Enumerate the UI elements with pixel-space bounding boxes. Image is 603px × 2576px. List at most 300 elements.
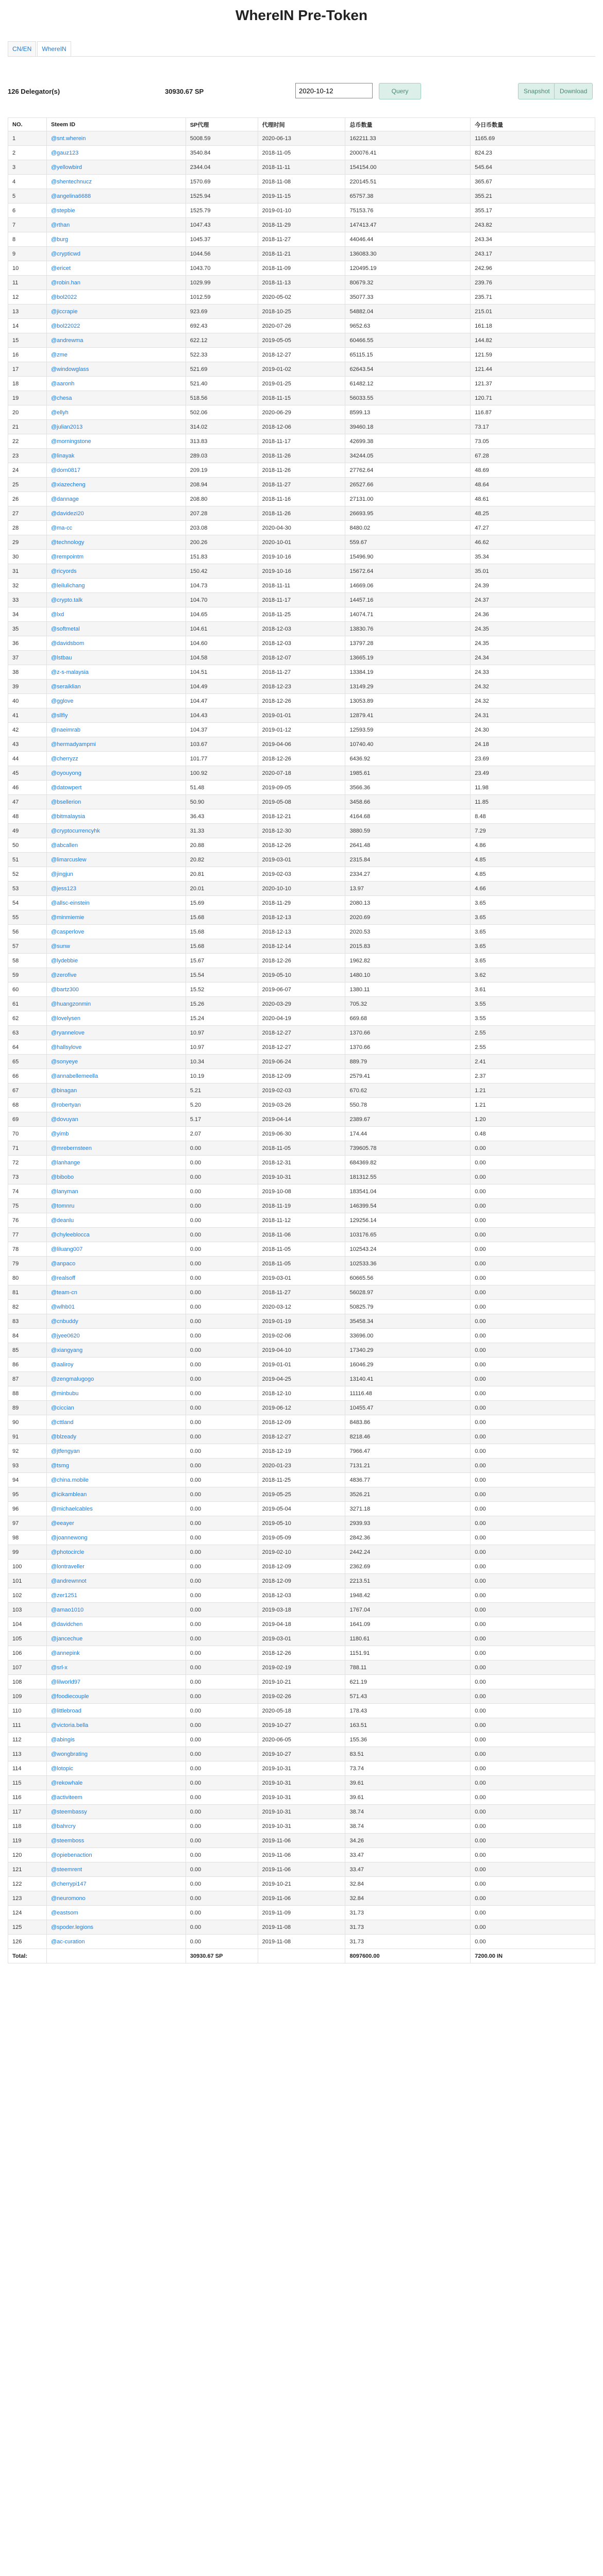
cell-total-coins: 8599.13 xyxy=(345,405,471,420)
steem-id-link[interactable]: @foodiecouple xyxy=(51,1693,89,1700)
cell-total-coins: 8218.46 xyxy=(345,1430,471,1444)
steem-id-link[interactable]: @chesa xyxy=(51,395,72,401)
cell-today-coins: 0.00 xyxy=(471,1848,595,1862)
table-row xyxy=(8,1141,595,1156)
cell-date: 2018-11-16 xyxy=(258,492,345,506)
steem-id-link[interactable]: @bibobo xyxy=(51,1174,74,1180)
cell-sp: 1043.70 xyxy=(186,261,258,276)
steem-id-link[interactable]: @ciccian xyxy=(51,1404,74,1411)
cell-steem-id xyxy=(46,925,186,939)
steem-id-link[interactable]: @jess123 xyxy=(51,885,77,892)
cell-date: 2019-02-26 xyxy=(258,1689,345,1704)
cell-no: 100 xyxy=(8,1560,47,1574)
steem-id-link[interactable]: @andrewma xyxy=(51,337,83,344)
steem-id-link[interactable]: @davidchen xyxy=(51,1621,83,1628)
table-row xyxy=(8,1127,595,1141)
cell-no: 71 xyxy=(8,1141,47,1156)
cell-today-coins: 0.00 xyxy=(471,1285,595,1300)
steem-id-link[interactable]: @blzeady xyxy=(51,1433,77,1440)
cell-total-coins: 10455.47 xyxy=(345,1401,471,1415)
cell-sp: 5.21 xyxy=(186,1083,258,1098)
cell-steem-id xyxy=(46,766,186,781)
steem-id-link[interactable]: @lanhange xyxy=(51,1159,80,1166)
steem-id-link[interactable]: @jtfengyan xyxy=(51,1448,80,1454)
cell-date: 2019-05-10 xyxy=(258,968,345,982)
cell-sp: 1570.69 xyxy=(186,175,258,189)
table-row xyxy=(8,1415,595,1430)
steem-id-link[interactable]: @sonyeye xyxy=(51,1058,78,1065)
cell-sp: 150.42 xyxy=(186,564,258,579)
cell-no: 50 xyxy=(8,838,47,853)
cell-steem-id xyxy=(46,1574,186,1588)
cell-date: 2019-10-31 xyxy=(258,1761,345,1776)
cell-no: 35 xyxy=(8,622,47,636)
cell-no: 102 xyxy=(8,1588,47,1603)
steem-id-link[interactable]: @xiazecheng xyxy=(51,481,86,488)
cell-sp: 0.00 xyxy=(186,1718,258,1733)
steem-id-link[interactable]: @jingjun xyxy=(51,871,73,877)
tab-wherein[interactable]: WhereIN xyxy=(37,41,71,57)
cell-date: 2018-11-26 xyxy=(258,506,345,521)
steem-id-link[interactable]: @tsmg xyxy=(51,1462,69,1469)
cell-date: 2019-04-06 xyxy=(258,737,345,752)
steem-id-link[interactable]: @snt.wherein xyxy=(51,135,86,142)
steem-id-link[interactable]: @activiteem xyxy=(51,1794,82,1801)
cell-today-coins: 35.34 xyxy=(471,550,595,564)
steem-id-link[interactable]: @bol22022 xyxy=(51,323,80,329)
steem-id-link[interactable]: @rempointm xyxy=(51,553,84,560)
cell-no: 120 xyxy=(8,1848,47,1862)
cell-steem-id xyxy=(46,1156,186,1170)
cell-date: 2019-01-19 xyxy=(258,1314,345,1329)
cell-no: 5 xyxy=(8,189,47,204)
cell-date: 2019-03-01 xyxy=(258,853,345,867)
cell-today-coins: 0.00 xyxy=(471,1487,595,1502)
cell-total-coins: 788.11 xyxy=(345,1660,471,1675)
cell-date: 2018-12-19 xyxy=(258,1444,345,1459)
cell-today-coins: 0.00 xyxy=(471,1444,595,1459)
cell-total-coins: 1641.09 xyxy=(345,1617,471,1632)
cell-today-coins: 0.00 xyxy=(471,1199,595,1213)
cell-today-coins: 0.00 xyxy=(471,1588,595,1603)
cell-date: 2019-10-31 xyxy=(258,1819,345,1834)
steem-id-link[interactable]: @cryptocurrencyhk xyxy=(51,827,100,834)
cell-total-coins: 120495.19 xyxy=(345,261,471,276)
table-row xyxy=(8,680,595,694)
cell-today-coins: 24.31 xyxy=(471,708,595,723)
cell-total-coins: 61482.12 xyxy=(345,377,471,391)
snapshot-button[interactable]: Snapshot xyxy=(518,83,556,99)
steem-id-link[interactable]: @bartz300 xyxy=(51,986,79,993)
steem-id-link[interactable]: @minmiemie xyxy=(51,914,85,921)
steem-id-link[interactable]: @michaelcables xyxy=(51,1505,93,1512)
table-row xyxy=(8,982,595,997)
steem-id-link[interactable]: @icikamblean xyxy=(51,1491,87,1498)
cell-today-coins: 24.33 xyxy=(471,665,595,680)
steem-id-link[interactable]: @robertyan xyxy=(51,1101,81,1108)
cell-date: 2019-06-12 xyxy=(258,1401,345,1415)
steem-id-link[interactable]: @joannewong xyxy=(51,1534,88,1541)
steem-id-link[interactable]: @aaliroy xyxy=(51,1361,74,1368)
cell-total-coins: 739605.78 xyxy=(345,1141,471,1156)
table-row xyxy=(8,766,595,781)
cell-no: 83 xyxy=(8,1314,47,1329)
cell-sp: 0.00 xyxy=(186,1848,258,1862)
steem-id-link[interactable]: @davidezi20 xyxy=(51,510,84,517)
table-row xyxy=(8,1805,595,1819)
steem-id-link[interactable]: @lilworld97 xyxy=(51,1679,80,1685)
cell-no: 8 xyxy=(8,232,47,247)
steem-id-link[interactable]: @dom0817 xyxy=(51,467,80,473)
cell-total-coins: 13140.41 xyxy=(345,1372,471,1386)
cell-date: 2019-04-25 xyxy=(258,1372,345,1386)
cell-total-coins: 103176.65 xyxy=(345,1228,471,1242)
steem-id-link[interactable]: @opiebenaction xyxy=(51,1852,92,1858)
cell-date: 2018-12-27 xyxy=(258,348,345,362)
steem-id-link[interactable]: @tomnru xyxy=(51,1202,75,1209)
steem-id-link[interactable]: @crypto.talk xyxy=(51,597,83,603)
steem-id-link[interactable]: @annepink xyxy=(51,1650,80,1656)
steem-id-link[interactable]: @robin.han xyxy=(51,279,80,286)
cell-total-coins: 889.79 xyxy=(345,1055,471,1069)
steem-id-link[interactable]: @steembassy xyxy=(51,1808,87,1815)
table-row xyxy=(8,1646,595,1660)
cell-today-coins: 116.87 xyxy=(471,405,595,420)
cell-total-coins: 39.61 xyxy=(345,1790,471,1805)
steem-id-link[interactable]: @andrewnnot xyxy=(51,1578,87,1584)
steem-id-link[interactable]: @zer1251 xyxy=(51,1592,77,1599)
cell-no: 29 xyxy=(8,535,47,550)
steem-id-link[interactable]: @photocircle xyxy=(51,1549,85,1555)
steem-id-link[interactable]: @datowpert xyxy=(51,784,82,791)
steem-id-link[interactable]: @spoder.legions xyxy=(51,1924,94,1930)
cell-no: 64 xyxy=(8,1040,47,1055)
cell-total-coins: 220145.51 xyxy=(345,175,471,189)
cell-sp: 2.07 xyxy=(186,1127,258,1141)
steem-id-link[interactable]: @victoria.bella xyxy=(51,1722,89,1728)
steem-id-link[interactable]: @china.mobile xyxy=(51,1477,89,1483)
steem-id-link[interactable]: @cherryzz xyxy=(51,755,78,762)
steem-id-link[interactable]: @limarcuslew xyxy=(51,856,87,863)
cell-steem-id xyxy=(46,954,186,968)
steem-id-link[interactable]: @chyleeblocca xyxy=(51,1231,90,1238)
steem-id-link[interactable]: @srl-x xyxy=(51,1664,68,1671)
cell-no: 59 xyxy=(8,968,47,982)
query-button[interactable]: Query xyxy=(379,83,421,99)
steem-id-link[interactable]: @gauz123 xyxy=(51,149,79,156)
cell-total-coins: 38.74 xyxy=(345,1819,471,1834)
steem-id-link[interactable]: @lontraveller xyxy=(51,1563,85,1570)
steem-id-link[interactable]: @bahrcry xyxy=(51,1823,76,1829)
cell-sp: 1012.59 xyxy=(186,290,258,304)
cell-no: 105 xyxy=(8,1632,47,1646)
steem-id-link[interactable]: @softmetal xyxy=(51,625,80,632)
cell-total-coins: 7131.21 xyxy=(345,1459,471,1473)
cell-sp: 0.00 xyxy=(186,1588,258,1603)
table-row xyxy=(8,131,595,146)
header-no: NO. xyxy=(8,118,47,131)
steem-id-link[interactable]: @z-s-malaysia xyxy=(51,669,89,675)
steem-id-link[interactable]: @gglove xyxy=(51,698,74,704)
cell-sp: 10.97 xyxy=(186,1026,258,1040)
cell-sp: 101.77 xyxy=(186,752,258,766)
cell-total-coins: 147413.47 xyxy=(345,218,471,232)
cell-steem-id xyxy=(46,1285,186,1300)
cell-sp: 0.00 xyxy=(186,1213,258,1228)
cell-total-coins: 2842.36 xyxy=(345,1531,471,1545)
cell-total-coins: 1370.66 xyxy=(345,1026,471,1040)
steem-id-link[interactable]: @angelina6688 xyxy=(51,193,91,199)
cell-sp: 0.00 xyxy=(186,1170,258,1184)
cell-total-coins: 60466.55 xyxy=(345,333,471,348)
cell-no: 124 xyxy=(8,1906,47,1920)
steem-id-link[interactable]: @jancechue xyxy=(51,1635,83,1642)
table-row xyxy=(8,737,595,752)
steem-id-link[interactable]: @eeayer xyxy=(51,1520,74,1527)
steem-id-link[interactable]: @amao1010 xyxy=(51,1606,84,1613)
table-row xyxy=(8,1098,595,1112)
cell-date: 2018-12-26 xyxy=(258,838,345,853)
steem-id-link[interactable]: @morningstone xyxy=(51,438,91,445)
steem-id-link[interactable]: @dovuyan xyxy=(51,1116,78,1123)
cell-date: 2018-11-26 xyxy=(258,449,345,463)
cell-total-coins: 14074.71 xyxy=(345,607,471,622)
cell-steem-id xyxy=(46,607,186,622)
cell-sp: 518.56 xyxy=(186,391,258,405)
cell-steem-id xyxy=(46,665,186,680)
cell-today-coins: 0.00 xyxy=(471,1617,595,1632)
steem-id-link[interactable]: @neuromono xyxy=(51,1895,86,1902)
steem-id-link[interactable]: @abingis xyxy=(51,1736,75,1743)
cell-total-coins: 26527.66 xyxy=(345,478,471,492)
table-row xyxy=(8,1502,595,1516)
steem-id-link[interactable]: @bol2022 xyxy=(51,294,77,300)
cell-total-coins: 2315.84 xyxy=(345,853,471,867)
steem-id-link[interactable]: @deanlu xyxy=(51,1217,74,1224)
steem-id-link[interactable]: @wlhb01 xyxy=(51,1303,75,1310)
table-row xyxy=(8,752,595,766)
steem-id-link[interactable]: @lxd xyxy=(51,611,64,618)
table-row xyxy=(8,1112,595,1127)
steem-id-link[interactable]: @allsc-einstein xyxy=(51,900,90,906)
steem-id-link[interactable]: @ricyords xyxy=(51,568,77,574)
steem-id-link[interactable]: @realsoff xyxy=(51,1275,75,1281)
steem-id-link[interactable]: @aaronh xyxy=(51,380,75,387)
download-button[interactable]: Download xyxy=(554,83,593,99)
table-row xyxy=(8,1834,595,1848)
cell-no: 61 xyxy=(8,997,47,1011)
cell-steem-id xyxy=(46,824,186,838)
date-input[interactable] xyxy=(295,83,373,98)
steem-id-link[interactable]: @cttland xyxy=(51,1419,74,1426)
steem-id-link[interactable]: @crypticwd xyxy=(51,250,80,257)
table-row xyxy=(8,1184,595,1199)
steem-id-link[interactable]: @lotopic xyxy=(51,1765,73,1772)
cell-today-coins: 67.28 xyxy=(471,449,595,463)
steem-id-link[interactable]: @lanyman xyxy=(51,1188,78,1195)
steem-id-link[interactable]: @technology xyxy=(51,539,85,546)
table-row xyxy=(8,968,595,982)
steem-id-link[interactable]: @huangzonmin xyxy=(51,1001,91,1007)
steem-id-link[interactable]: @cherrypi147 xyxy=(51,1880,87,1887)
cell-sp: 1525.94 xyxy=(186,189,258,204)
cell-no: 75 xyxy=(8,1199,47,1213)
cell-today-coins: 243.82 xyxy=(471,218,595,232)
steem-id-link[interactable]: @zerofive xyxy=(51,972,77,978)
cell-total-coins: 684369.82 xyxy=(345,1156,471,1170)
steem-id-link[interactable]: @mrebernsteen xyxy=(51,1145,92,1151)
cell-today-coins: 3.65 xyxy=(471,896,595,910)
steem-id-link[interactable]: @team-cn xyxy=(51,1289,77,1296)
steem-id-link[interactable]: @windowglass xyxy=(51,366,89,372)
table-row xyxy=(8,1689,595,1704)
cell-today-coins: 0.00 xyxy=(471,1415,595,1430)
cell-total-coins: 136083.30 xyxy=(345,247,471,261)
cell-today-coins: 0.00 xyxy=(471,1430,595,1444)
table-row xyxy=(8,261,595,276)
steem-id-link[interactable]: @rthan xyxy=(51,222,70,228)
steem-id-link[interactable]: @annabellemeella xyxy=(51,1073,98,1079)
table-row xyxy=(8,1401,595,1415)
cell-date: 2018-12-14 xyxy=(258,939,345,954)
cell-total-coins: 3566.36 xyxy=(345,781,471,795)
steem-id-link[interactable]: @bitmalaysia xyxy=(51,813,86,820)
steem-id-link[interactable]: @zme xyxy=(51,351,68,358)
cell-steem-id xyxy=(46,1415,186,1430)
steem-id-link[interactable]: @liluang007 xyxy=(51,1246,83,1252)
cell-steem-id xyxy=(46,1560,186,1574)
cell-no: 1 xyxy=(8,131,47,146)
cell-date: 2019-02-03 xyxy=(258,1083,345,1098)
steem-id-link[interactable]: @lstbau xyxy=(51,654,72,661)
cell-steem-id xyxy=(46,1761,186,1776)
steem-id-link[interactable]: @ma-cc xyxy=(51,524,73,531)
steem-id-link[interactable]: @abcallen xyxy=(51,842,78,849)
cell-no: 92 xyxy=(8,1444,47,1459)
cell-today-coins: 235.71 xyxy=(471,290,595,304)
steem-id-link[interactable]: @yimb xyxy=(51,1130,69,1137)
steem-id-link[interactable]: @hermadyampmi xyxy=(51,741,96,748)
cell-today-coins: 4.85 xyxy=(471,867,595,882)
steem-id-link[interactable]: @jiccrapie xyxy=(51,308,78,315)
cell-date: 2018-12-03 xyxy=(258,622,345,636)
cell-date: 2020-06-05 xyxy=(258,1733,345,1747)
table-row xyxy=(8,1761,595,1776)
cell-today-coins: 0.00 xyxy=(471,1242,595,1257)
cell-total-coins: 13.97 xyxy=(345,882,471,896)
cell-no: 84 xyxy=(8,1329,47,1343)
table-row xyxy=(8,492,595,506)
cell-steem-id xyxy=(46,478,186,492)
cell-steem-id xyxy=(46,1675,186,1689)
steem-id-link[interactable]: @ryannelove xyxy=(51,1029,85,1036)
steem-id-link[interactable]: @linayak xyxy=(51,452,75,459)
steem-id-link[interactable]: @steemboss xyxy=(51,1837,85,1844)
steem-id-link[interactable]: @hallsylove xyxy=(51,1044,82,1050)
cell-sp: 0.00 xyxy=(186,1776,258,1790)
cell-today-coins: 24.32 xyxy=(471,694,595,708)
steem-id-link[interactable]: @dannage xyxy=(51,496,79,502)
table-row xyxy=(8,593,595,607)
steem-id-link[interactable]: @ellyh xyxy=(51,409,69,416)
steem-id-link[interactable]: @stepbie xyxy=(51,207,75,214)
cell-steem-id xyxy=(46,333,186,348)
steem-id-link[interactable]: @sllfiy xyxy=(51,712,68,719)
cell-no: 39 xyxy=(8,680,47,694)
cell-sp: 1029.99 xyxy=(186,276,258,290)
cell-date: 2018-11-26 xyxy=(258,463,345,478)
steem-id-link[interactable]: @sunw xyxy=(51,943,70,950)
cell-today-coins: 0.00 xyxy=(471,1343,595,1358)
cell-steem-id xyxy=(46,1083,186,1098)
steem-id-link[interactable]: @minbubu xyxy=(51,1390,79,1397)
steem-id-link[interactable]: @julian2013 xyxy=(51,423,83,430)
steem-id-link[interactable]: @burg xyxy=(51,236,69,243)
steem-id-link[interactable]: @ericet xyxy=(51,265,71,272)
steem-id-link[interactable]: @naeimrab xyxy=(51,726,80,733)
steem-id-link[interactable]: @rekowhale xyxy=(51,1780,83,1786)
cell-no: 85 xyxy=(8,1343,47,1358)
cell-steem-id xyxy=(46,1891,186,1906)
steem-id-link[interactable]: @wongbrating xyxy=(51,1751,88,1757)
cell-sp: 0.00 xyxy=(186,1704,258,1718)
steem-id-link[interactable]: @anpaco xyxy=(51,1260,76,1267)
steem-id-link[interactable]: @littlebroad xyxy=(51,1707,81,1714)
steem-id-link[interactable]: @seraiklian xyxy=(51,683,81,690)
table-row xyxy=(8,550,595,564)
cell-today-coins: 24.35 xyxy=(471,636,595,651)
cell-today-coins: 161.18 xyxy=(471,319,595,333)
cell-total-coins: 38.74 xyxy=(345,1805,471,1819)
steem-id-link[interactable]: @shentechnucz xyxy=(51,178,92,185)
steem-id-link[interactable]: @davidsbom xyxy=(51,640,85,647)
steem-id-link[interactable]: @jyee0620 xyxy=(51,1332,80,1339)
steem-id-link[interactable]: @eastsom xyxy=(51,1909,78,1916)
steem-id-link[interactable]: @lydebbie xyxy=(51,957,78,964)
steem-id-link[interactable]: @cnbuddy xyxy=(51,1318,78,1325)
steem-id-link[interactable]: @oyouyong xyxy=(51,770,81,776)
cell-date: 2019-05-09 xyxy=(258,1531,345,1545)
table-row xyxy=(8,1069,595,1083)
steem-id-link[interactable]: @ac-curation xyxy=(51,1938,85,1945)
cell-today-coins: 121.59 xyxy=(471,348,595,362)
cell-no: 126 xyxy=(8,1935,47,1949)
steem-id-link[interactable]: @steemrent xyxy=(51,1866,82,1873)
table-row xyxy=(8,1560,595,1574)
cell-total-coins: 2579.41 xyxy=(345,1069,471,1083)
cell-total-coins: 2641.48 xyxy=(345,838,471,853)
cell-no: 96 xyxy=(8,1502,47,1516)
steem-id-link[interactable]: @casperlove xyxy=(51,928,85,935)
steem-id-link[interactable]: @xiangyang xyxy=(51,1347,83,1353)
cell-sp: 207.28 xyxy=(186,506,258,521)
steem-id-link[interactable]: @yellowbird xyxy=(51,164,82,171)
cell-total-coins: 2362.69 xyxy=(345,1560,471,1574)
cell-steem-id xyxy=(46,1935,186,1949)
cell-steem-id xyxy=(46,838,186,853)
tab-language[interactable]: CN/EN xyxy=(8,41,36,56)
cell-today-coins: 2.37 xyxy=(471,1069,595,1083)
table-row xyxy=(8,160,595,175)
steem-id-link[interactable]: @bsellerion xyxy=(51,799,81,805)
steem-id-link[interactable]: @binagan xyxy=(51,1087,77,1094)
cell-date: 2018-12-10 xyxy=(258,1386,345,1401)
table-row xyxy=(8,1588,595,1603)
cell-total-coins: 9652.63 xyxy=(345,319,471,333)
steem-id-link[interactable]: @lovelysen xyxy=(51,1015,80,1022)
steem-id-link[interactable]: @zengmalugogo xyxy=(51,1376,94,1382)
steem-id-link[interactable]: @leilulichang xyxy=(51,582,85,589)
